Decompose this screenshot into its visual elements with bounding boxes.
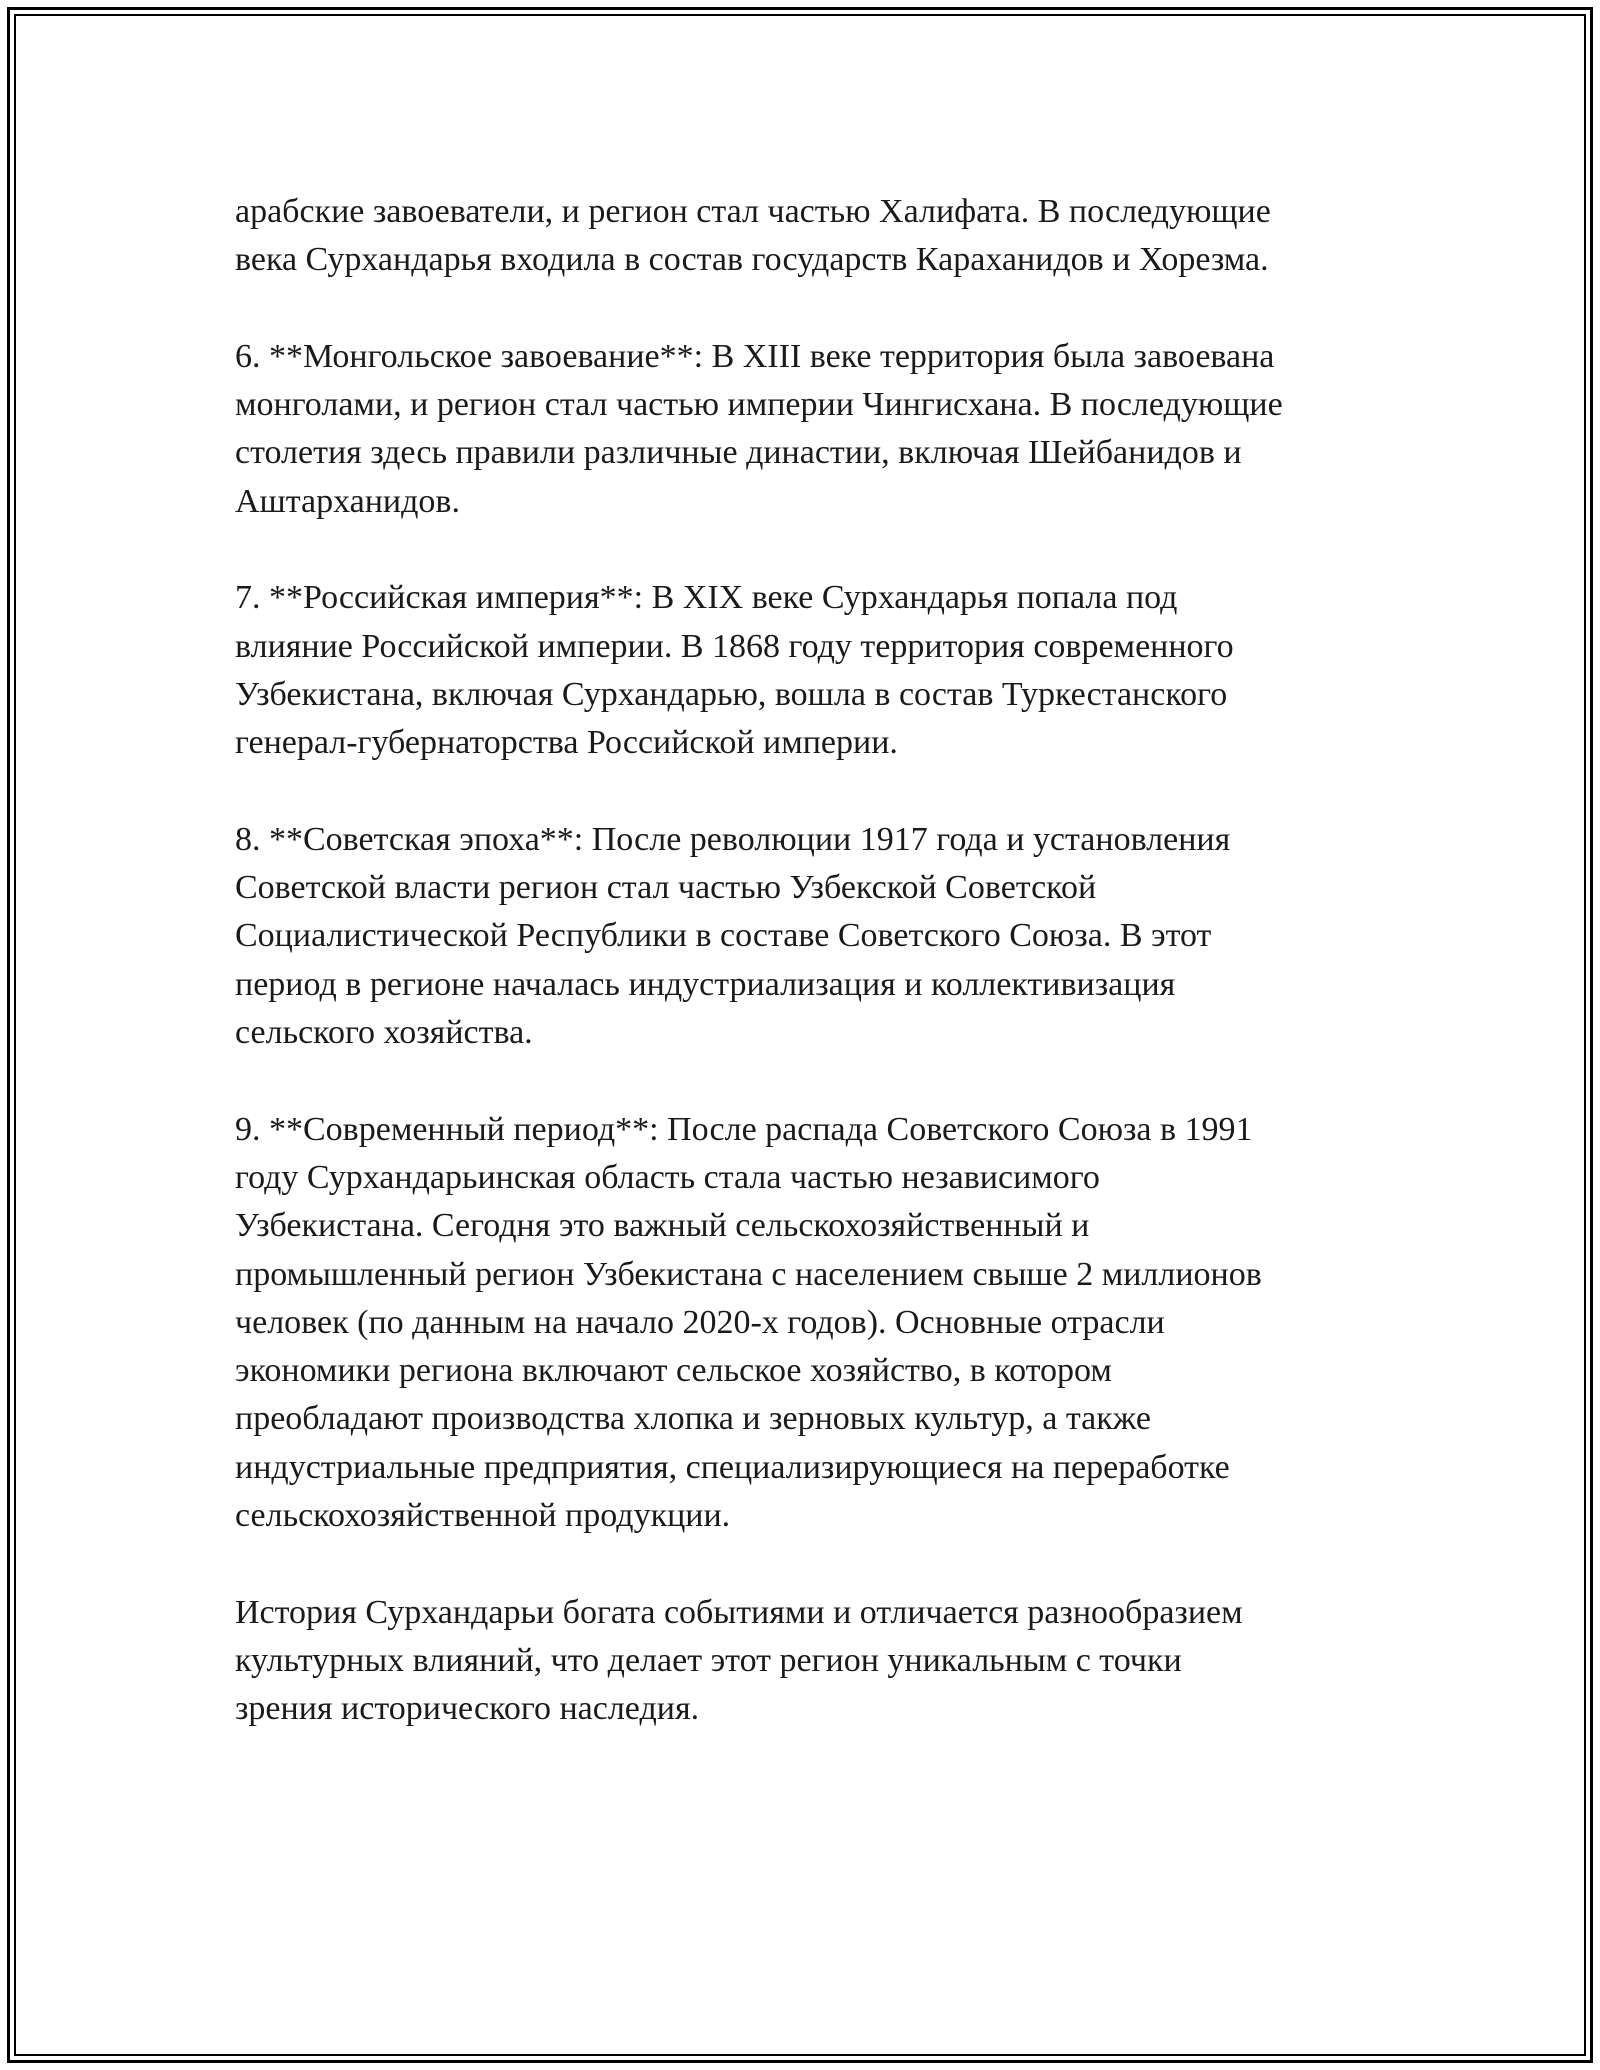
- text-line: период в регионе началась индустриализация и коллективизация: [235, 965, 1176, 1003]
- text-line: сельскохозяйственной продукции.: [235, 1497, 731, 1535]
- paragraph-conclusion: [235, 1589, 1395, 1734]
- paragraph-arab-conquest: [235, 188, 1395, 285]
- text-line: арабские завоеватели, и регион стал частью Халифата. В последующие: [235, 193, 1271, 230]
- paragraph-russian-empire: [235, 574, 1395, 767]
- text-line: человек (по данным на начало 2020-х годов). Основные отрасли: [235, 1303, 1165, 1341]
- text-line: экономики региона включают сельское хозяйство, в котором: [235, 1352, 1112, 1390]
- text-line: влияние Российской империи. В 1868 году территория современного: [235, 627, 1234, 665]
- text-line: История Сурхандарьи богата событиями и отличается разнообразием: [235, 1593, 1243, 1631]
- paragraph-modern-period: [235, 1106, 1395, 1541]
- paragraph-mongol-conquest: [235, 333, 1395, 526]
- text-line: 6. **Монгольское завоевание**: В XIII веке территория была завоевана: [235, 337, 1275, 375]
- text-line: 7. **Российская империя**: В XIX веке Сурхандарья попала под: [235, 579, 1178, 617]
- text-line: столетия здесь правили различные династии, включая Шейбанидов и: [235, 434, 1242, 472]
- text-line: Социалистической Республики в составе Советского Союза. В этот: [235, 917, 1212, 955]
- text-line: Советской власти регион стал частью Узбекской Советской: [235, 869, 1097, 907]
- text-line: сельского хозяйства.: [235, 1014, 533, 1052]
- text-line: преобладают производства хлопка и зерновых культур, а также: [235, 1400, 1151, 1438]
- document-body: [235, 188, 1395, 1782]
- text-line: промышленный регион Узбекистана с населением свыше 2 миллионов: [235, 1255, 1262, 1293]
- text-line: века Сурхандарья входила в состав государств Караханидов и Хорезма.: [235, 241, 1269, 279]
- text-line: генерал-губернаторства Российской империи.: [235, 724, 898, 762]
- text-line: индустриальные предприятия, специализирующиеся на переработке: [235, 1448, 1230, 1486]
- text-line: году Сурхандарьинская область стала частью независимого: [235, 1158, 1100, 1196]
- text-line: Узбекистана. Сегодня это важный сельскохозяйственный и: [235, 1207, 1090, 1245]
- text-line: зрения исторического наследия.: [235, 1690, 700, 1728]
- text-line: Аштарханидов.: [235, 482, 460, 520]
- text-line: 9. **Современный период**: После распада Советского Союза в 1991: [235, 1110, 1253, 1148]
- paragraph-soviet-era: [235, 816, 1395, 1057]
- text-line: 8. **Советская эпоха**: После революции 1917 года и установления: [235, 820, 1231, 858]
- text-line: Узбекистана, включая Сурхандарью, вошла в состав Туркестанского: [235, 675, 1228, 713]
- text-line: монголами, и регион стал частью империи Чингисхана. В последующие: [235, 386, 1283, 424]
- text-line: культурных влияний, что делает этот регион уникальным с точки: [235, 1641, 1182, 1679]
